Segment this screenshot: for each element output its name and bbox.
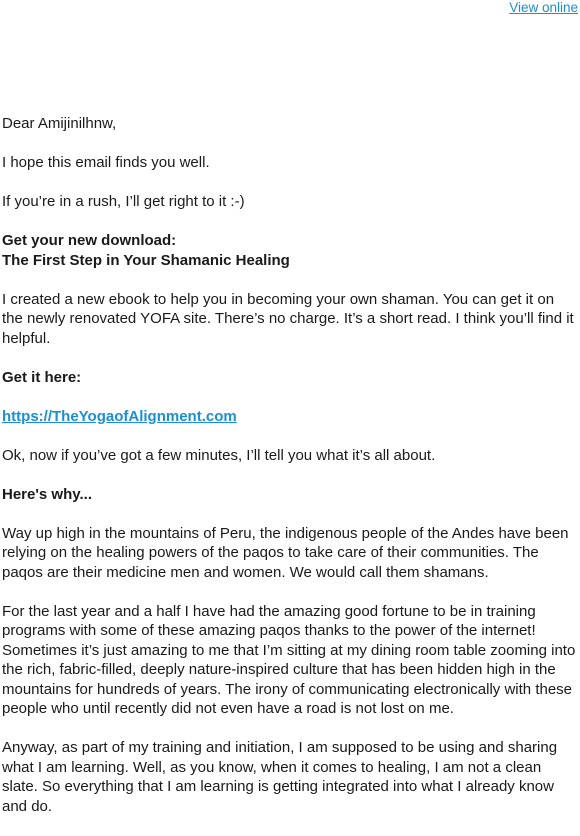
download-heading	[2, 231, 577, 270]
minutes-paragraph: Ok, now if you’ve got a few minutes, I’ll tell you what it’s all about.	[2, 446, 436, 464]
get-it-heading: Get it here:	[2, 368, 82, 386]
view-online-link[interactable]: View online	[509, 0, 578, 15]
email-body	[2, 114, 577, 836]
initiation-paragraph: Anyway, as part of my training and initiation, I am supposed to be using and sharing what I am learning. Well, as you know, when it comes to healing, I am not a clean slate. So everything that I am learning is getting integrated into what I already know and do.	[2, 739, 558, 815]
rush-paragraph: If you’re in a rush, I’ll get right to it :-)	[2, 193, 245, 210]
intro-paragraph: I hope this email finds you well.	[2, 154, 210, 171]
greeting: Dear Amijinilhnw,	[2, 115, 117, 132]
download-heading-line2: The First Step in Your Shamanic Healing	[2, 251, 290, 269]
download-heading-line1: Get your new download:	[2, 232, 177, 249]
email-header	[0, 0, 580, 16]
why-heading: Here's why...	[2, 485, 92, 503]
training-paragraph: For the last year and a half I have had the amazing good fortune to be in training programs with some of these amazing paqos thanks to the power of the internet! Sometimes it’s just amazing to me that I’m sitting at my dining room table zooming into the rich, fabric-filled, deeply nature-inspired culture that has been hidden high in the mountains for hundreds of years. The irony of communicating electronically with these people who until recently did not even have a road is not lost on me.	[2, 602, 576, 717]
peru-paragraph: Way up high in the mountains of Peru, the indigenous people of the Andes have been relying on the healing powers of the paqos to take care of their communities. The paqos are their medicine men and women. We would call them shamans.	[2, 524, 569, 581]
yofa-site-link[interactable]: https://TheYogaofAlignment.com	[2, 407, 237, 425]
link-paragraph	[2, 407, 577, 427]
ebook-paragraph: I created a new ebook to help you in becoming your own shaman. You can get it on the newly renovated YOFA site. There’s no charge. It’s a short read. I think you’ll find it helpful.	[2, 290, 574, 347]
